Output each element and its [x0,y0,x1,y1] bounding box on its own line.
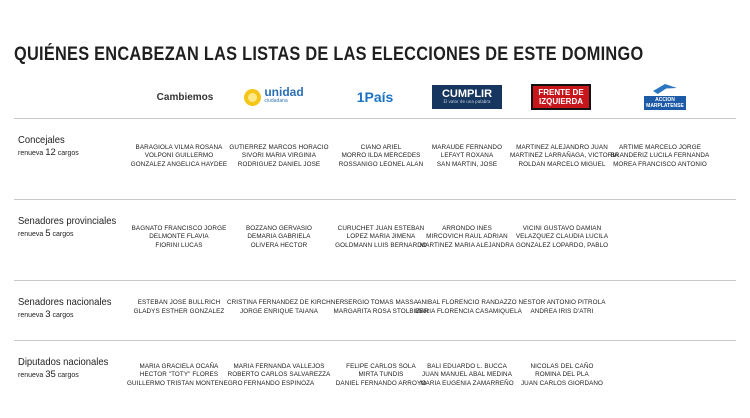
row-divider [14,118,736,119]
candidate-name: BALI EDUARDO L. BUCCA [427,362,507,370]
row-label [18,134,79,158]
cumplir-logo-subtext: El valor de una palabra [443,99,491,105]
row-divider [14,340,736,341]
candidate-name: MARTINEZ LARRAÑAGA, VICTORIA [510,152,619,160]
frente-logo-line1: FRENTE DE [538,88,584,97]
candidate-name: MARIA FERNANDA VALLEJOS [233,362,325,370]
candidate-name: BARAGIOLA VILMA ROSANA [135,143,223,151]
office-name: Senadores provinciales [18,215,117,227]
frente-izquierda-logo [529,82,593,112]
candidate-cell [415,299,522,316]
accion-logo-subtext: MARPLATENSE [646,103,684,109]
party-logos [0,82,750,112]
candidate-name: JUAN CARLOS GIORDANO [520,379,604,387]
candidate-name: SIVORI MARIA VIRGINIA [241,152,317,160]
candidate-name: MARAUDE FERNANDO [431,143,503,151]
candidate-cell [127,362,243,389]
candidate-cell [227,225,331,251]
accion-marplatense-logo [645,82,685,112]
seat-count: 5 [45,228,51,239]
candidate-name: FELIPE CARLOS SOLA [346,362,416,370]
candidate-name: SERGIO TOMAS MASSA [344,299,418,307]
seat-count: 3 [45,309,51,320]
candidate-name: MARTINEZ MARIA ALEJANDRA [419,241,515,249]
candidate-cell [227,299,345,316]
candidate-name: ROLDAN MARCELO MIGUEL [518,160,606,168]
candidate-name: DEMARIA GABRIELA [247,233,311,241]
candidate-name: GUTIERREZ MARCOS HORACIO [229,143,329,151]
candidate-name: FIORINI LUCAS [155,241,203,249]
office-name: Senadores nacionales [18,296,112,308]
candidate-name: HECTOR "TOTY" FLORES [139,371,219,379]
candidate-name: GLADYS ESTHER GONZALEZ [133,307,225,315]
renueva-text: renueva [18,312,44,319]
cumplir-logo [431,82,503,112]
candidate-name: CRISTINA FERNANDEZ DE KIRCHNER [227,299,345,307]
candidate-name: DANIEL FERNANDO ARROYO [335,379,427,387]
candidate-name: DELMONTE FLAVIA [149,233,209,241]
candidate-cell [608,144,712,170]
row-divider [14,199,736,200]
candidate-name: NICOLAS DEL CAÑO [530,362,594,370]
candidate-name: GONZALEZ ANGELICA HAYDEE [130,160,228,168]
candidate-cell [127,225,231,251]
candidate-name: VELAZQUEZ CLAUDIA LUCILA [515,233,609,241]
row-divider [14,280,736,281]
candidate-name: CURUCHET JUAN ESTEBAN [337,224,425,232]
candidate-cell [227,363,331,389]
candidate-name: MOREA FRANCISCO ANTONIO [613,160,707,168]
candidate-cell [227,144,331,170]
unidad-logo-text: unidad [264,85,304,99]
candidate-name: LEFAYT ROXANA [440,152,494,160]
seats-renewed [18,147,79,158]
cambiemos-logo-text: Cambiemos [156,91,214,103]
seat-unit: cargos [52,231,74,238]
candidate-name: ROBERTO CARLOS SALVAREZZA [227,371,331,379]
candidate-name: SAN MARTIN, JOSE [436,160,498,168]
candidate-name: GOLDMANN LUIS BERNARDO [335,241,427,249]
sun-icon [244,89,261,106]
candidate-name: MARIA GRACIELA OCAÑA [139,362,219,370]
row-label [18,215,127,239]
candidate-name: VOLPONI GUILLERMO [144,152,214,160]
seats-renewed [18,228,127,239]
candidate-cell [127,144,231,170]
candidate-cell [415,144,519,170]
candidate-name: NESTOR ANTONIO PITROLA [518,299,606,307]
frente-logo-line2: IZQUIERDA [539,97,583,106]
candidate-name: ANDREA IRIS D'ATRI [530,307,594,315]
renueva-text: renueva [18,372,44,379]
candidate-cell [510,225,614,251]
candidate-name: BAGNATO FRANCISCO JORGE [131,224,227,232]
candidate-name: BOZZANO GERVASIO [245,224,313,232]
seat-unit: cargos [57,150,79,157]
unidad-ciudadana-logo [238,82,310,112]
page-title: QUIÉNES ENCABEZAN LAS LISTAS DE LAS ELECCIONES DE ESTE DOMINGO [14,44,644,65]
office-name: Concejales [18,134,65,146]
pais-logo [350,82,400,112]
candidate-cell [510,143,619,170]
candidate-cell [415,363,519,389]
candidate-name: ESTEBAN JOSE BULLRICH [137,299,221,307]
candidate-name: GUILLERMO TRISTAN MONTENEGRO [127,379,243,387]
candidate-name: FERNANDO ESPINOZA [243,379,315,387]
candidate-name: JORGE ENRIQUE TAIANA [239,307,319,315]
candidate-cell [510,299,614,316]
candidate-cell [127,299,231,316]
seats-renewed [18,309,122,320]
candidate-name: RODRIGUEZ DANIEL JOSE [237,160,321,168]
row-label [18,356,118,380]
candidate-name: OLIVERA HECTOR [250,241,308,249]
seagull-icon [653,84,677,94]
candidate-cell [415,225,519,251]
renueva-text: renueva [18,231,44,238]
candidate-name: GONZALEZ LOPARDO, PABLO [515,241,609,249]
seat-count: 12 [45,147,56,158]
candidate-name: MARGARITA ROSA STOLBIZER [333,307,429,315]
unidad-logo-subtext: ciudadana [264,98,288,104]
candidate-name: MIRTA TUNDIS [358,371,404,379]
candidate-name: LOPEZ MARIA JIMENA [346,233,416,241]
candidate-name: ANIBAL FLORENCIO RANDAZZO [417,299,517,307]
candidate-name: VICINI GUSTAVO DAMIAN [522,224,602,232]
row-label [18,296,122,320]
candidate-cell [510,363,614,389]
cambiemos-logo [150,82,220,112]
candidate-name: JUAN MANUEL ABAL MEDINA [421,371,512,379]
candidate-name: MARTINEZ ALEJANDRO JUAN [516,143,608,151]
cumplir-logo-text: CUMPLIR [441,87,493,100]
accion-logo-text: ACCION [655,97,675,103]
seats-renewed [18,369,118,380]
candidate-name: CIANO ARIEL [360,143,402,151]
candidate-name: MARIA FLORENCIA CASAMIQUELA [415,307,522,315]
candidate-name: BRANDERIZ LUCILA FERNANDA [610,152,710,160]
pais-logo-text: 1País [356,89,394,105]
seat-count: 35 [45,369,56,380]
seat-unit: cargos [52,312,74,319]
candidate-name: ARRONDO INES [442,224,492,232]
candidate-name: ROMINA DEL PLA [535,371,589,379]
candidate-name: ARTIME MARCELO JORGE [618,143,701,151]
office-name: Diputados nacionales [18,356,109,368]
candidate-name: MIRCOVICH RAUL ADRIAN [426,233,508,241]
candidate-name: ROSSANIGO LEONEL ALAN [338,160,424,168]
renueva-text: renueva [18,150,44,157]
candidate-name: MARIA EUGENIA ZAMARREÑO [420,379,514,387]
seat-unit: cargos [57,372,79,379]
candidate-name: MORRO ILDA MERCEDES [341,152,421,160]
